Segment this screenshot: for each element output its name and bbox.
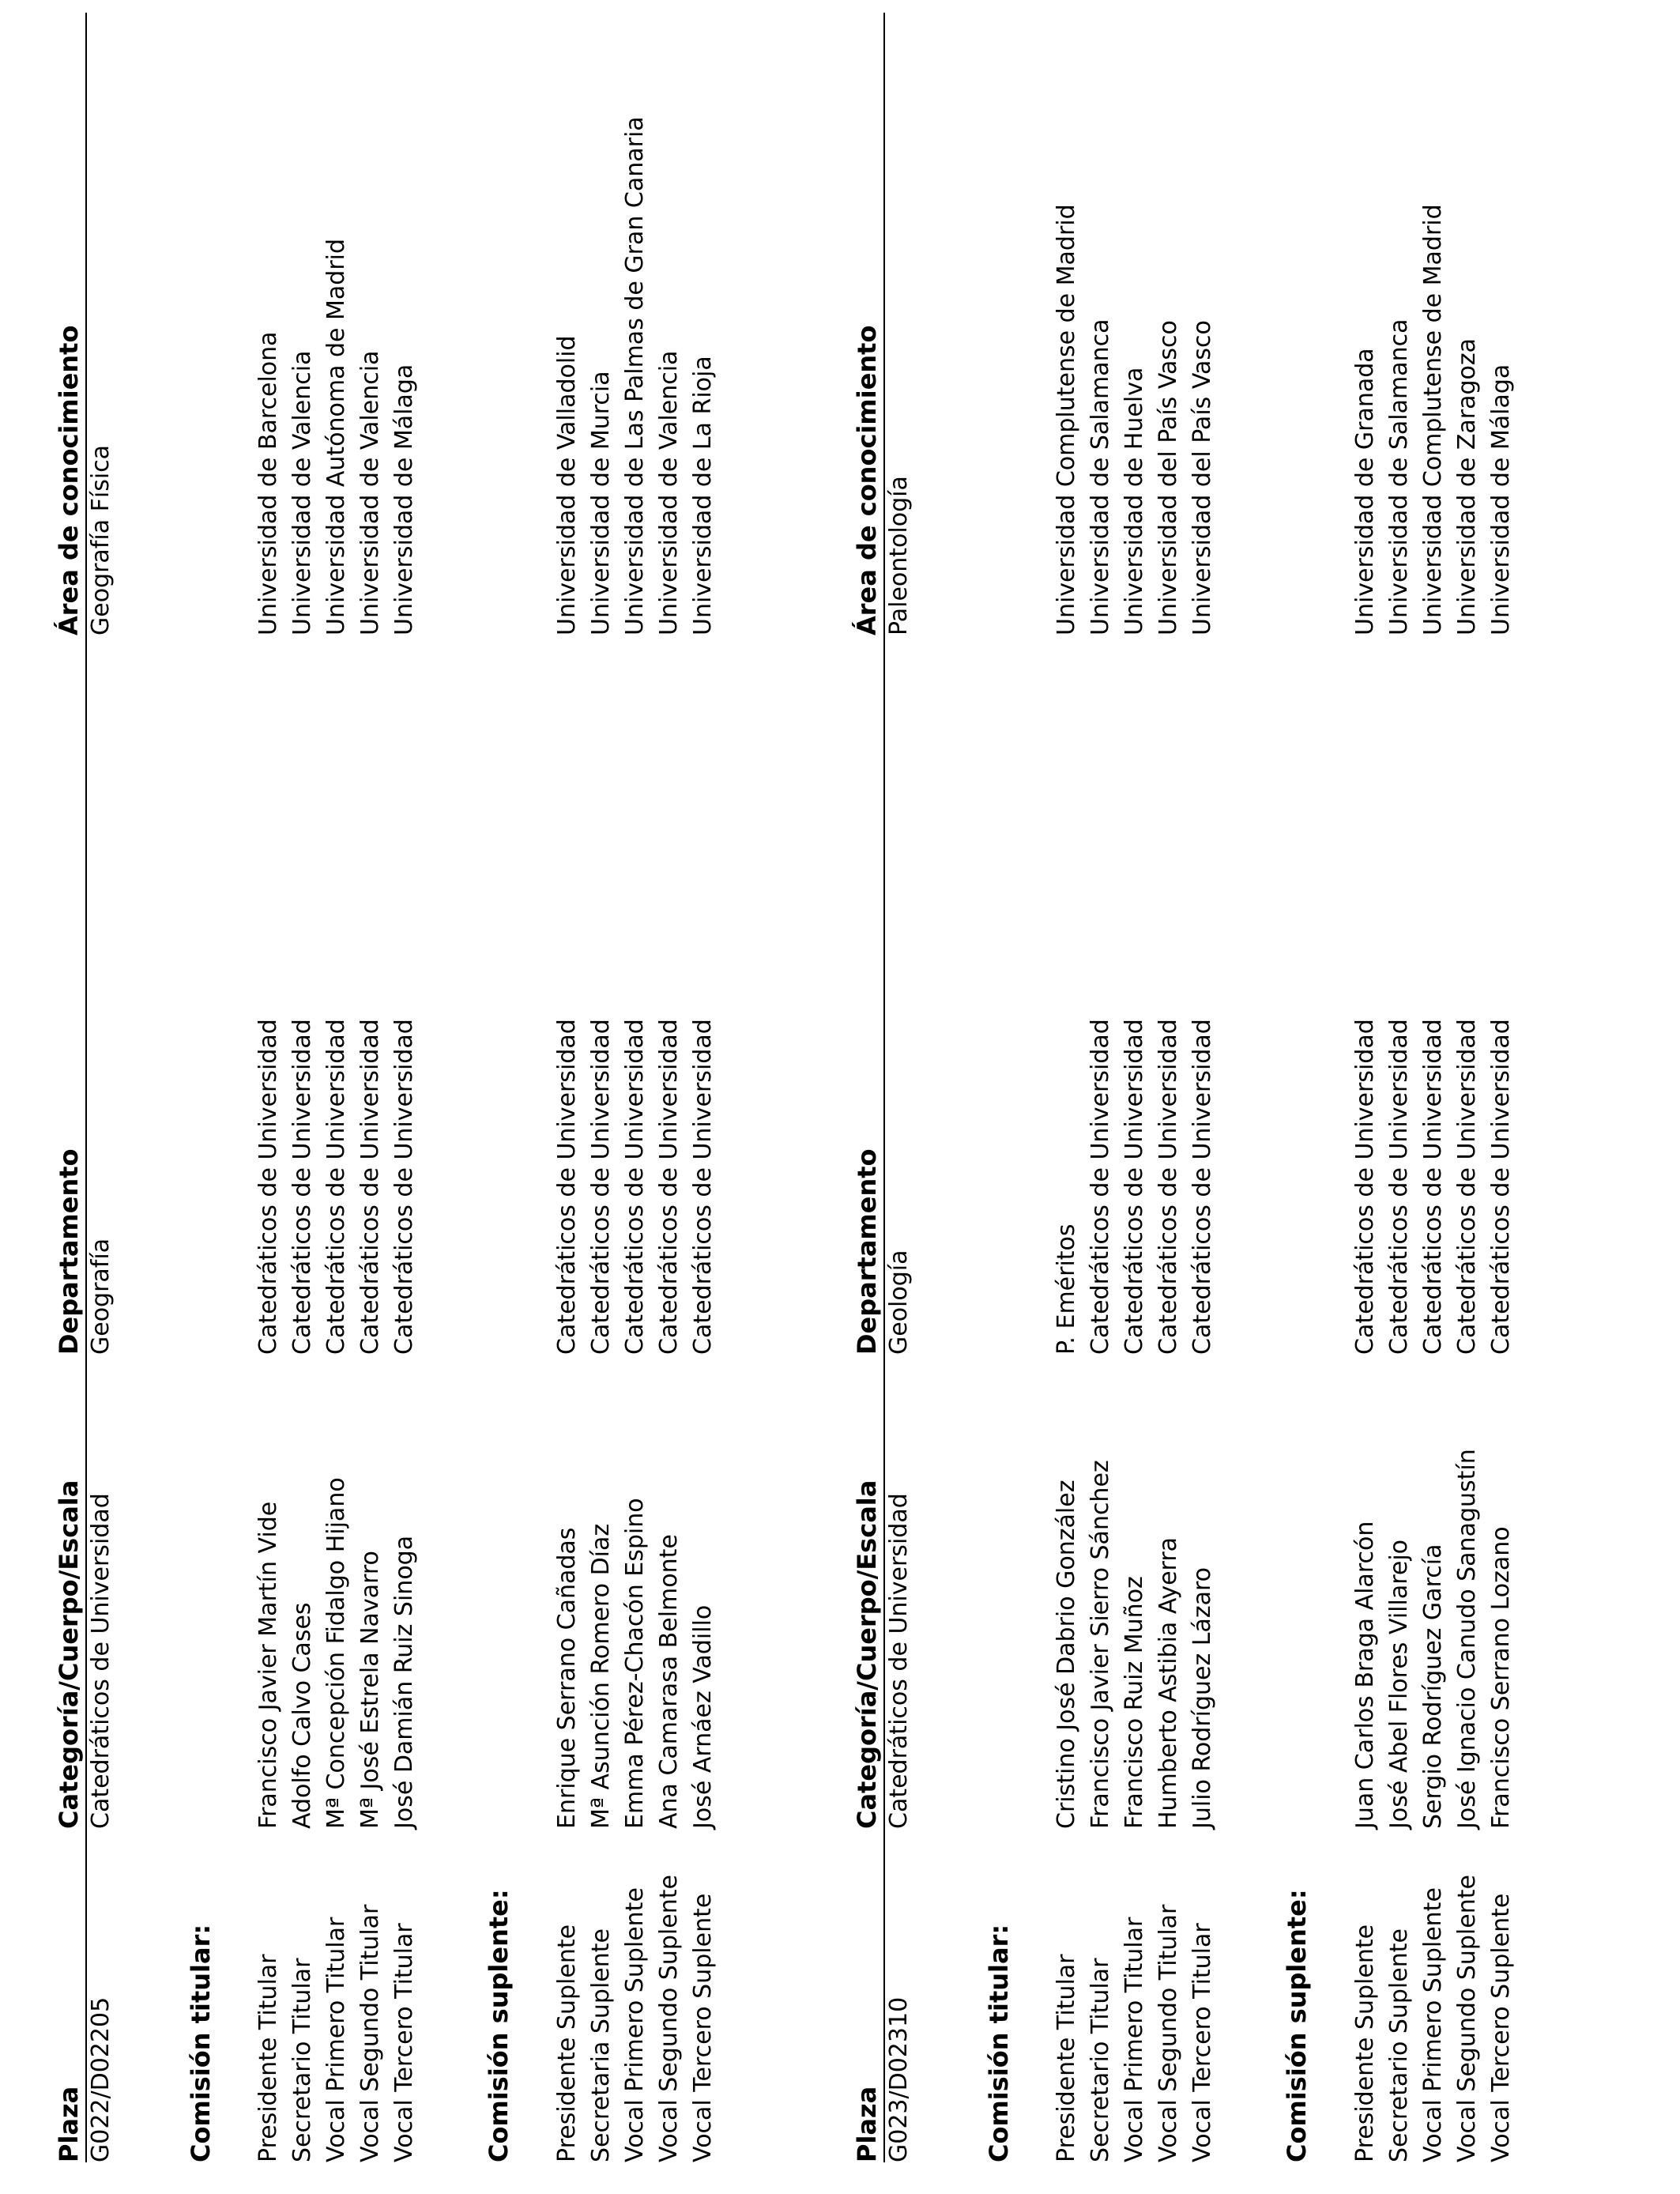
- member-category: Catedráticos de Universidad: [1155, 1019, 1182, 1355]
- member-category: P. Eméritos: [1053, 1223, 1080, 1355]
- member-category: Catedráticos de Universidad: [390, 1019, 418, 1355]
- plaza-area: Paleontología: [885, 476, 913, 635]
- member-name: José Ignacio Canudo Sanagustín: [1453, 1449, 1481, 1829]
- member-category: Catedráticos de Universidad: [254, 1019, 282, 1355]
- comision-titular-heading: Comisión titular:: [186, 1924, 216, 2162]
- member-name: José Damián Ruiz Sinoga: [390, 1535, 418, 1829]
- member-name: Cristino José Dabrio González: [1053, 1480, 1080, 1829]
- member-university: Universidad de Murcia: [587, 371, 615, 635]
- member-category: Catedráticos de Universidad: [1419, 1019, 1447, 1355]
- header-categoria: Categoría/Cuerpo/Escala: [54, 1480, 84, 1829]
- comision-suplente-heading: Comisión suplente:: [1282, 1889, 1312, 2162]
- member-name: José Abel Flores Villarejo: [1385, 1539, 1413, 1829]
- member-university: Universidad Autónoma de Madrid: [322, 238, 350, 635]
- plaza-code: G022/D02205: [87, 1996, 115, 2162]
- member-name: Adolfo Calvo Cases: [288, 1602, 316, 1829]
- member-role: Vocal Primero Titular: [1121, 1917, 1148, 2162]
- member-university: Universidad de Las Palmas de Gran Canaria: [621, 116, 649, 635]
- member-role: Vocal Segundo Titular: [356, 1904, 384, 2162]
- member-role: Vocal Tercero Suplente: [689, 1893, 717, 2162]
- plaza-departamento: Geografía: [87, 1238, 115, 1355]
- member-university: Universidad de Málaga: [1487, 364, 1515, 635]
- member-university: Universidad del País Vasco: [1155, 320, 1182, 635]
- member-role: Presidente Titular: [254, 1954, 282, 2162]
- member-name: Enrique Serrano Cañadas: [553, 1527, 581, 1829]
- member-university: Universidad Complutense de Madrid: [1419, 204, 1447, 635]
- member-university: Universidad de Valencia: [356, 350, 384, 635]
- member-university: Universidad del País Vasco: [1188, 320, 1216, 635]
- member-name: Francisco Javier Sierro Sánchez: [1087, 1460, 1114, 1829]
- member-university: Universidad de Salamanca: [1385, 319, 1413, 635]
- member-university: Universidad de Málaga: [390, 364, 418, 635]
- member-university: Universidad Complutense de Madrid: [1053, 204, 1080, 635]
- member-category: Catedráticos de Universidad: [655, 1019, 683, 1355]
- member-name: Emma Pérez-Chacón Espino: [621, 1498, 649, 1829]
- member-category: Catedráticos de Universidad: [1188, 1019, 1216, 1355]
- member-role: Vocal Segundo Titular: [1155, 1904, 1182, 2162]
- plaza-area: Geografía Física: [87, 444, 115, 635]
- member-university: Universidad de Huelva: [1121, 367, 1148, 635]
- member-name: Mª Concepción Fidalgo Hijano: [322, 1477, 350, 1829]
- member-category: Catedráticos de Universidad: [322, 1019, 350, 1355]
- member-name: Mª Asunción Romero Díaz: [587, 1523, 615, 1829]
- member-role: Secretario Suplente: [1385, 1928, 1413, 2162]
- member-role: Vocal Primero Titular: [322, 1917, 350, 2162]
- member-name: Mª José Estrela Navarro: [356, 1551, 384, 1829]
- member-category: Catedráticos de Universidad: [288, 1019, 316, 1355]
- member-role: Secretario Titular: [1087, 1958, 1114, 2162]
- member-role: Vocal Primero Suplente: [621, 1887, 649, 2162]
- member-university: Universidad de Granada: [1351, 348, 1379, 635]
- member-university: Universidad de Barcelona: [254, 331, 282, 635]
- member-university: Universidad de Valencia: [288, 350, 316, 635]
- header-area: Área de conocimiento: [852, 325, 882, 635]
- header-departamento: Departamento: [54, 1148, 84, 1355]
- member-university: Universidad de Zaragoza: [1453, 337, 1481, 635]
- member-category: Catedráticos de Universidad: [1121, 1019, 1148, 1355]
- plaza-categoria: Catedráticos de Universidad: [885, 1493, 913, 1829]
- member-category: Catedráticos de Universidad: [1487, 1019, 1515, 1355]
- member-role: Vocal Tercero Titular: [390, 1923, 418, 2162]
- header-plaza: Plaza: [852, 2086, 882, 2162]
- member-name: Francisco Ruiz Muñoz: [1121, 1576, 1148, 1829]
- member-role: Vocal Primero Suplente: [1419, 1887, 1447, 2162]
- member-name: Francisco Serrano Lozano: [1487, 1526, 1515, 1829]
- header-categoria: Categoría/Cuerpo/Escala: [852, 1480, 882, 1829]
- member-university: Universidad de Valencia: [655, 350, 683, 635]
- member-name: Humberto Astibia Ayerra: [1155, 1536, 1182, 1829]
- member-university: Universidad de Salamanca: [1087, 319, 1114, 635]
- member-category: Catedráticos de Universidad: [1351, 1019, 1379, 1355]
- header-area: Área de conocimiento: [54, 325, 84, 635]
- header-plaza: Plaza: [54, 2086, 84, 2162]
- member-role: Vocal Segundo Suplente: [1453, 1875, 1481, 2162]
- member-name: Juan Carlos Braga Alarcón: [1351, 1521, 1379, 1829]
- plaza-departamento: Geología: [885, 1250, 913, 1355]
- member-role: Secretaria Suplente: [587, 1928, 615, 2162]
- plaza-code: G023/D02310: [885, 1996, 913, 2162]
- comision-titular-heading: Comisión titular:: [984, 1924, 1014, 2162]
- member-university: Universidad de La Rioja: [689, 356, 717, 635]
- member-name: Ana Camarasa Belmonte: [655, 1534, 683, 1829]
- member-university: Universidad de Valladolid: [553, 335, 581, 635]
- member-role: Secretario Titular: [288, 1958, 316, 2162]
- member-role: Presidente Titular: [1053, 1954, 1080, 2162]
- member-category: Catedráticos de Universidad: [1453, 1019, 1481, 1355]
- member-category: Catedráticos de Universidad: [1087, 1019, 1114, 1355]
- member-role: Vocal Tercero Titular: [1188, 1923, 1216, 2162]
- member-category: Catedráticos de Universidad: [356, 1019, 384, 1355]
- member-name: José Arnáez Vadillo: [689, 1604, 717, 1829]
- member-category: Catedráticos de Universidad: [587, 1019, 615, 1355]
- member-name: Julio Rodríguez Lázaro: [1188, 1566, 1216, 1829]
- member-name: Francisco Javier Martín Vide: [254, 1501, 282, 1829]
- comision-suplente-heading: Comisión suplente:: [484, 1889, 514, 2162]
- member-role: Vocal Segundo Suplente: [655, 1875, 683, 2162]
- plaza-categoria: Catedráticos de Universidad: [87, 1493, 115, 1829]
- member-role: Vocal Tercero Suplente: [1487, 1893, 1515, 2162]
- member-category: Catedráticos de Universidad: [1385, 1019, 1413, 1355]
- member-role: Presidente Suplente: [1351, 1924, 1379, 2162]
- member-name: Sergio Rodríguez García: [1419, 1544, 1447, 1829]
- member-role: Presidente Suplente: [553, 1924, 581, 2162]
- member-category: Catedráticos de Universidad: [553, 1019, 581, 1355]
- header-departamento: Departamento: [852, 1148, 882, 1355]
- member-category: Catedráticos de Universidad: [621, 1019, 649, 1355]
- member-category: Catedráticos de Universidad: [689, 1019, 717, 1355]
